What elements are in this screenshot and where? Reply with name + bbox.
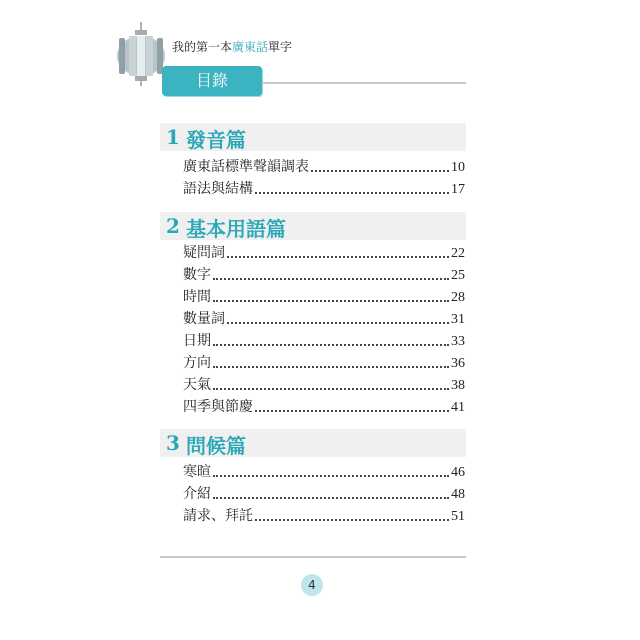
section-header [160,429,466,457]
leader-dots [213,344,449,346]
toc-entry[interactable] [183,264,465,284]
toc-entry[interactable] [183,483,465,503]
toc-entry-page: 10 [451,160,465,175]
leader-dots [255,192,449,194]
lantern-icon [115,22,167,86]
toc-entry[interactable] [183,156,465,176]
toc-entry[interactable] [183,374,465,394]
leader-dots [213,497,449,499]
toc-entry-label: 日期 [183,333,211,349]
leader-dots [213,300,449,302]
toc-entry-page: 38 [451,378,465,393]
book-title-post: 單字 [268,40,293,54]
toc-entry-label: 介紹 [183,486,211,502]
toc-entry[interactable] [183,308,465,328]
toc-heading: 目錄 [162,66,262,96]
leader-dots [255,410,449,412]
toc-entry-label: 方向 [183,355,211,371]
leader-dots [311,170,449,172]
section-number: 1 [166,125,180,149]
page-number-badge: 4 [301,574,323,596]
leader-dots [227,256,449,258]
toc-entry-page: 25 [451,268,465,283]
toc-entry-page: 17 [451,182,465,197]
toc-entry-page: 51 [451,509,465,524]
toc-entry[interactable] [183,352,465,372]
toc-entry-label: 天氣 [183,377,211,393]
toc-entry-label: 寒暄 [183,464,211,480]
toc-entry-page: 46 [451,465,465,480]
section-number: 2 [166,214,180,238]
section-header [160,212,466,240]
section-title: 基本用語篇 [186,217,286,241]
toc-entry[interactable] [183,286,465,306]
toc-entry-page: 48 [451,487,465,502]
toc-entry-label: 疑問詞 [183,245,225,261]
section-number: 3 [166,431,180,455]
toc-entry-page: 36 [451,356,465,371]
toc-entry-page: 31 [451,312,465,327]
leader-dots [213,278,449,280]
top-divider [262,82,466,84]
toc-entry-label: 語法與結構 [183,181,253,197]
section-title: 問候篇 [186,434,246,458]
toc-entry-page: 41 [451,400,465,415]
toc-entry[interactable] [183,330,465,350]
leader-dots [213,475,449,477]
leader-dots [255,519,449,521]
toc-entry-label: 四季與節慶 [183,399,253,415]
section-title: 發音篇 [186,128,246,152]
leader-dots [213,388,449,390]
toc-entry-label: 時間 [183,289,211,305]
book-title-highlight: 廣東話 [232,40,269,54]
toc-entry[interactable] [183,461,465,481]
leader-dots [213,366,449,368]
toc-entry-label: 數字 [183,267,211,283]
book-title-pre: 我的第一本 [172,40,233,54]
toc-entry-label: 數量詞 [183,311,225,327]
toc-entry-page: 28 [451,290,465,305]
toc-entry[interactable] [183,242,465,262]
toc-entry-label: 請求、拜託 [183,508,253,524]
toc-entry-label: 廣東話標準聲韻調表 [183,159,309,175]
leader-dots [227,322,449,324]
toc-entry[interactable] [183,396,465,416]
section-header [160,123,466,151]
toc-entry-page: 33 [451,334,465,349]
toc-entry[interactable] [183,178,465,198]
bottom-divider [160,556,466,558]
book-title [172,38,292,55]
toc-entry-page: 22 [451,246,465,261]
toc-entry[interactable] [183,505,465,525]
